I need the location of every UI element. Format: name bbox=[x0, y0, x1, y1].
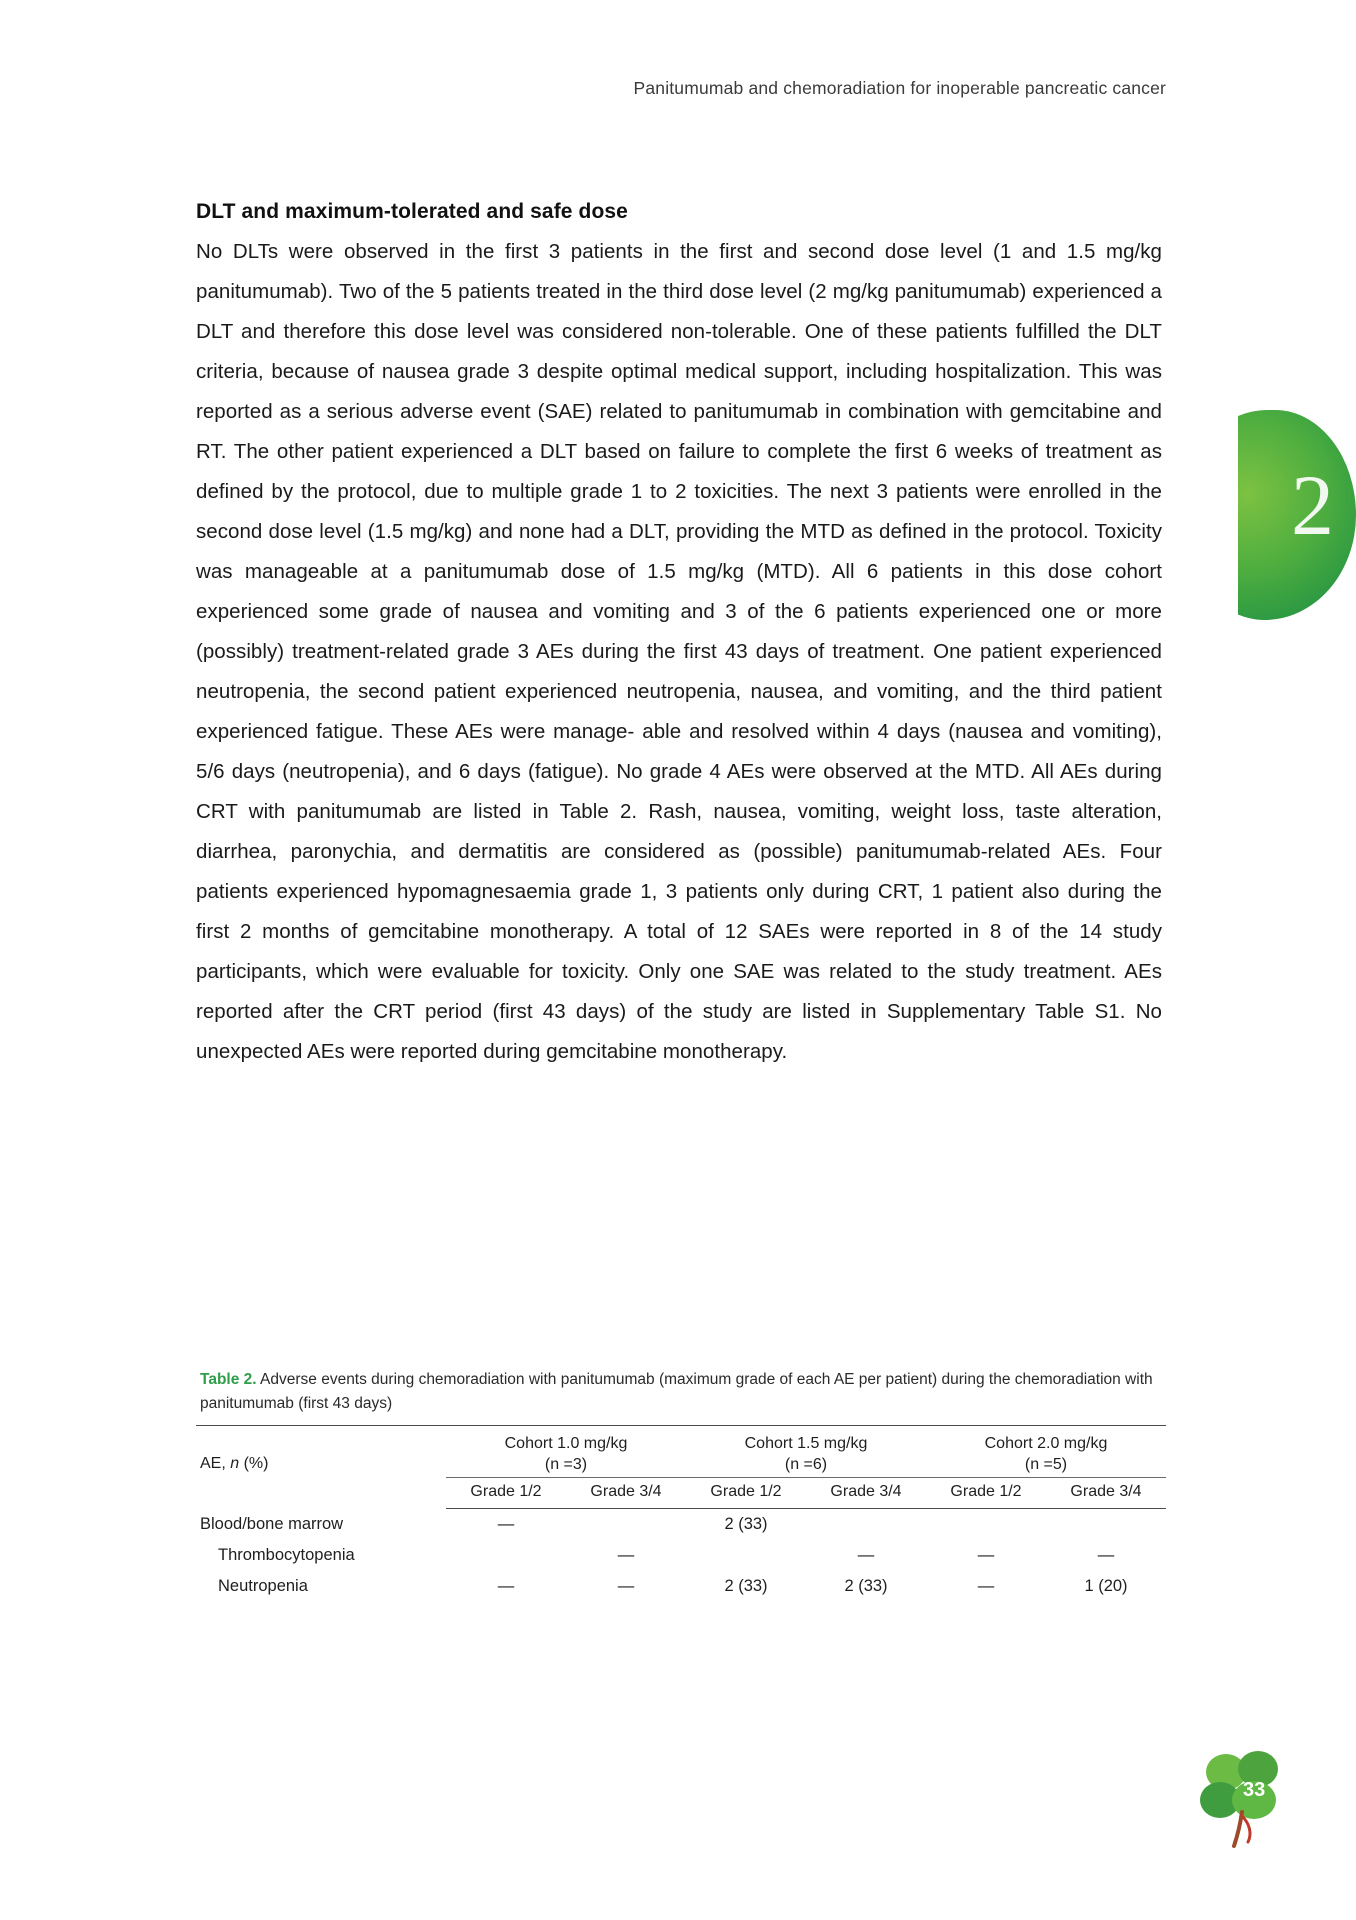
cohort-header-3-title: Cohort 2.0 mg/kg bbox=[984, 1435, 1108, 1452]
grade-header-1: Grade 1/2 bbox=[446, 1478, 566, 1509]
chapter-tab bbox=[1238, 410, 1356, 620]
grade-header-5: Grade 1/2 bbox=[926, 1478, 1046, 1509]
cohort-header-3-n: (n =5) bbox=[1024, 1456, 1068, 1473]
cell-r1-c4: — bbox=[977, 1546, 995, 1564]
cell-r0-c5 bbox=[1046, 1509, 1166, 1541]
stub-header-pct: (%) bbox=[239, 1454, 269, 1472]
cell-r0-c2: 2 (33) bbox=[724, 1515, 768, 1533]
table-2-block bbox=[196, 1368, 1166, 1602]
cohort-header-2 bbox=[686, 1426, 926, 1478]
table-caption-label: Table 2. bbox=[200, 1371, 257, 1388]
table-caption bbox=[196, 1368, 1166, 1416]
cohort-header-1-n: (n =3) bbox=[544, 1456, 588, 1473]
adverse-events-table bbox=[196, 1425, 1166, 1602]
cohort-header-2-n: (n =6) bbox=[784, 1456, 828, 1473]
table-row bbox=[196, 1509, 1166, 1541]
stub-header-ae: AE, bbox=[200, 1454, 231, 1472]
cohort-header-3 bbox=[926, 1426, 1166, 1478]
page-number: 33 bbox=[1243, 1779, 1266, 1801]
cell-r0-c4 bbox=[926, 1509, 1046, 1541]
table-row bbox=[196, 1540, 1166, 1571]
cohort-header-1-title: Cohort 1.0 mg/kg bbox=[504, 1435, 628, 1452]
cell-r2-c0: — bbox=[497, 1577, 515, 1595]
section-heading: DLT and maximum-tolerated and safe dose bbox=[196, 200, 628, 223]
article-body bbox=[196, 200, 1162, 1072]
cell-r0-c0: — bbox=[497, 1515, 515, 1533]
stub-header-n: n bbox=[230, 1454, 240, 1472]
stub-header bbox=[196, 1426, 446, 1509]
cell-r0-c3 bbox=[806, 1509, 926, 1541]
table-row bbox=[196, 1571, 1166, 1602]
row-label-thrombocytopenia: Thrombocytopenia bbox=[218, 1546, 355, 1564]
grade-header-3: Grade 1/2 bbox=[686, 1478, 806, 1509]
cell-r2-c3: 2 (33) bbox=[844, 1577, 888, 1595]
table-header-row-cohorts bbox=[196, 1426, 1166, 1478]
cohort-header-1 bbox=[446, 1426, 686, 1478]
cell-r2-c2: 2 (33) bbox=[724, 1577, 768, 1595]
running-head: Panitumumab and chemoradiation for inoperable pancreatic cancer bbox=[633, 78, 1166, 98]
cohort-header-2-title: Cohort 1.5 mg/kg bbox=[744, 1435, 868, 1452]
grade-header-6: Grade 3/4 bbox=[1046, 1478, 1166, 1509]
cell-r1-c2 bbox=[686, 1540, 806, 1571]
grade-header-4: Grade 3/4 bbox=[806, 1478, 926, 1509]
cell-r2-c4: — bbox=[977, 1577, 995, 1595]
cell-r2-c5: 1 (20) bbox=[1084, 1577, 1128, 1595]
row-label-blood-bone-marrow: Blood/bone marrow bbox=[200, 1514, 344, 1533]
chapter-number: 2 bbox=[1291, 457, 1334, 553]
cell-r1-c3: — bbox=[857, 1546, 875, 1564]
table-caption-text: Adverse events during chemoradiation with panitumumab (maximum grade of each AE per patient) during the chemoradiation with panitumumab (first 43 days) bbox=[200, 1371, 1153, 1412]
cell-r1-c1: — bbox=[617, 1546, 635, 1564]
cell-r1-c0 bbox=[446, 1540, 566, 1571]
row-label-neutropenia: Neutropenia bbox=[218, 1577, 308, 1595]
cell-r0-c1 bbox=[566, 1509, 686, 1541]
grade-header-2: Grade 3/4 bbox=[566, 1478, 686, 1509]
cell-r1-c5: — bbox=[1097, 1546, 1115, 1564]
cell-r2-c1: — bbox=[617, 1577, 635, 1595]
section-paragraph: No DLTs were observed in the first 3 patients in the first and second dose level (1 and 1.5 mg/kg panitumumab). Two of the 5 patients treated in the third dose level (2 mg/kg panitumumab) experienced a DLT and therefore this dose level was considered non-tolerable. One of these patients fulfilled the DLT criteria, because of nausea grade 3 despite optimal medical support, including hospitalization. This was reported as a serious adverse event (SAE) related to panitumumab in combination with gemcitabine and RT. The other patient experienced a DLT based on failure to complete the first 6 weeks of treatment as defined by the protocol, due to multiple grade 1 to 2 toxicities. The next 3 patients were enrolled in the second dose level (1.5 mg/kg) and none had a DLT, providing the MTD as defined in the protocol. Toxicity was manageable at a panitumumab dose of 1.5 mg/kg (MTD). All 6 patients in this dose cohort experienced some grade of nausea and vomiting and 3 of the 6 patients experienced one or more (possibly) treatment-related grade 3 AEs during the first 43 days of treatment. One patient experienced neutropenia, the second patient experienced neutropenia, nausea, and vomiting, and the third patient experienced fatigue. These AEs were manage- able and resolved within 4 days (nausea and vomiting), 5/6 days (neutropenia), and 6 days (fatigue). No grade 4 AEs were observed at the MTD. All AEs during CRT with panitumumab are listed in Table 2. Rash, nausea, vomiting, weight loss, taste alteration, diarrhea, paronychia, and dermatitis are considered as (possible) panitumumab-related AEs. Four patients experienced hypomagnesaemia grade 1, 3 patients only during CRT, 1 patient also during the first 2 months of gemcitabine monotherapy. A total of 12 SAEs were reported in 8 of the 14 study participants, which were evaluable for toxicity. Only one SAE was related to the study treatment. AEs reported after the CRT period (first 43 days) of the study are listed in Supplementary Table S1. No unexpected AEs were reported during gemcitabine monotherapy. bbox=[196, 240, 1162, 1063]
